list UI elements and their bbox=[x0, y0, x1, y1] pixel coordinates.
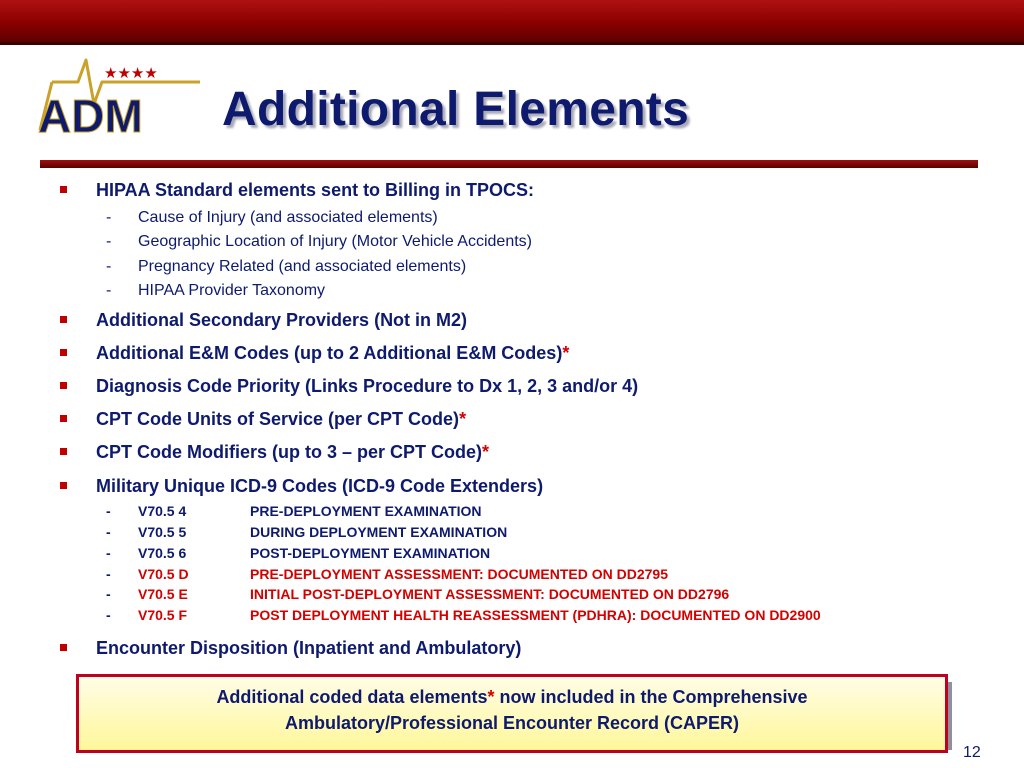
code-value: V70.5 E bbox=[138, 586, 188, 602]
code-value: V70.5 F bbox=[138, 607, 188, 623]
code-description: PRE-DEPLOYMENT EXAMINATION bbox=[250, 503, 482, 519]
sub-item-text: Geographic Location of Injury (Motor Vehicle Accidents) bbox=[138, 233, 532, 250]
code-description: PRE-DEPLOYMENT ASSESSMENT: DOCUMENTED ON DD2795 bbox=[250, 566, 668, 582]
bullet-label: Additional E&M Codes (up to 2 Additional E&M Codes) bbox=[96, 343, 563, 363]
code-value: V70.5 4 bbox=[138, 503, 187, 519]
bullet-label: CPT Code Units of Service (per CPT Code) bbox=[96, 409, 460, 429]
bullet-text bbox=[96, 310, 467, 331]
bullet-label: Additional Secondary Providers (Not in M2) bbox=[96, 310, 468, 330]
dash-bullet: - bbox=[106, 607, 111, 623]
code-description: POST DEPLOYMENT HEALTH REASSESSMENT (PDHRA): DOCUMENTED ON DD2900 bbox=[250, 607, 821, 623]
top-banner-bar bbox=[0, 0, 1024, 42]
red-square-bullet-icon bbox=[60, 316, 67, 323]
code-description: INITIAL POST-DEPLOYMENT ASSESSMENT: DOCUMENTED ON DD2796 bbox=[250, 586, 730, 602]
bullet-text bbox=[96, 442, 489, 463]
asterisk-mark: * bbox=[482, 442, 490, 462]
bullet-label: Diagnosis Code Priority (Links Procedure to Dx 1, 2, 3 and/or 4) bbox=[96, 376, 639, 396]
bullet-label: Encounter Disposition (Inpatient and Ambulatory) bbox=[96, 638, 522, 658]
dash-bullet: - bbox=[106, 209, 112, 226]
red-square-bullet-icon bbox=[60, 382, 67, 389]
red-square-bullet-icon bbox=[60, 644, 67, 651]
sub-item-text: Cause of Injury (and associated elements) bbox=[138, 209, 438, 226]
red-square-bullet-icon bbox=[60, 349, 67, 356]
callout-line-2: Ambulatory/Professional Encounter Record (CAPER) bbox=[284, 713, 740, 733]
red-square-bullet-icon bbox=[60, 415, 67, 422]
red-square-bullet-icon bbox=[60, 448, 67, 455]
dash-bullet: - bbox=[106, 566, 111, 582]
logo-stars: ★★★★ bbox=[104, 64, 158, 82]
bullet-label: HIPAA Standard elements sent to Billing in TPOCS: bbox=[96, 180, 535, 200]
code-value: V70.5 D bbox=[138, 566, 189, 582]
dash-bullet: - bbox=[106, 524, 111, 540]
code-value: V70.5 5 bbox=[138, 524, 187, 540]
slide-title: Additional Elements bbox=[222, 83, 690, 136]
callout-box bbox=[76, 674, 948, 753]
code-description: POST-DEPLOYMENT EXAMINATION bbox=[250, 545, 491, 561]
bullet-text bbox=[96, 180, 534, 201]
dash-bullet: - bbox=[106, 258, 112, 275]
bullet-text bbox=[96, 638, 521, 659]
sub-item-text: Pregnancy Related (and associated elements) bbox=[138, 258, 467, 275]
code-description: DURING DEPLOYMENT EXAMINATION bbox=[250, 524, 508, 540]
title-divider bbox=[40, 160, 978, 168]
adm-logo bbox=[30, 52, 230, 142]
logo-text: ADM bbox=[38, 90, 143, 142]
callout-line-1: Additional coded data elements* now included in the Comprehensive bbox=[216, 687, 808, 707]
bullet-text bbox=[96, 376, 638, 397]
bullet-text bbox=[96, 409, 466, 430]
asterisk-mark: * bbox=[459, 409, 467, 429]
dash-bullet: - bbox=[106, 545, 111, 561]
bullet-label: CPT Code Modifiers (up to 3 – per CPT Code) bbox=[96, 442, 483, 462]
bullet-text bbox=[96, 476, 543, 497]
dash-bullet: - bbox=[106, 233, 112, 250]
bullet-text bbox=[96, 343, 569, 364]
red-square-bullet-icon bbox=[60, 186, 67, 193]
dash-bullet: - bbox=[106, 503, 111, 519]
adm-heartbeat-logo-icon bbox=[30, 52, 230, 142]
dash-bullet: - bbox=[106, 282, 112, 299]
sub-item-text: HIPAA Provider Taxonomy bbox=[138, 282, 326, 299]
top-banner-shadow bbox=[0, 42, 1024, 45]
red-square-bullet-icon bbox=[60, 482, 67, 489]
bullet-label: Military Unique ICD-9 Codes (ICD-9 Code Extenders) bbox=[96, 476, 544, 496]
dash-bullet: - bbox=[106, 586, 111, 602]
page-number: 12 bbox=[963, 744, 981, 761]
asterisk-mark: * bbox=[562, 343, 570, 363]
code-value: V70.5 6 bbox=[138, 545, 187, 561]
